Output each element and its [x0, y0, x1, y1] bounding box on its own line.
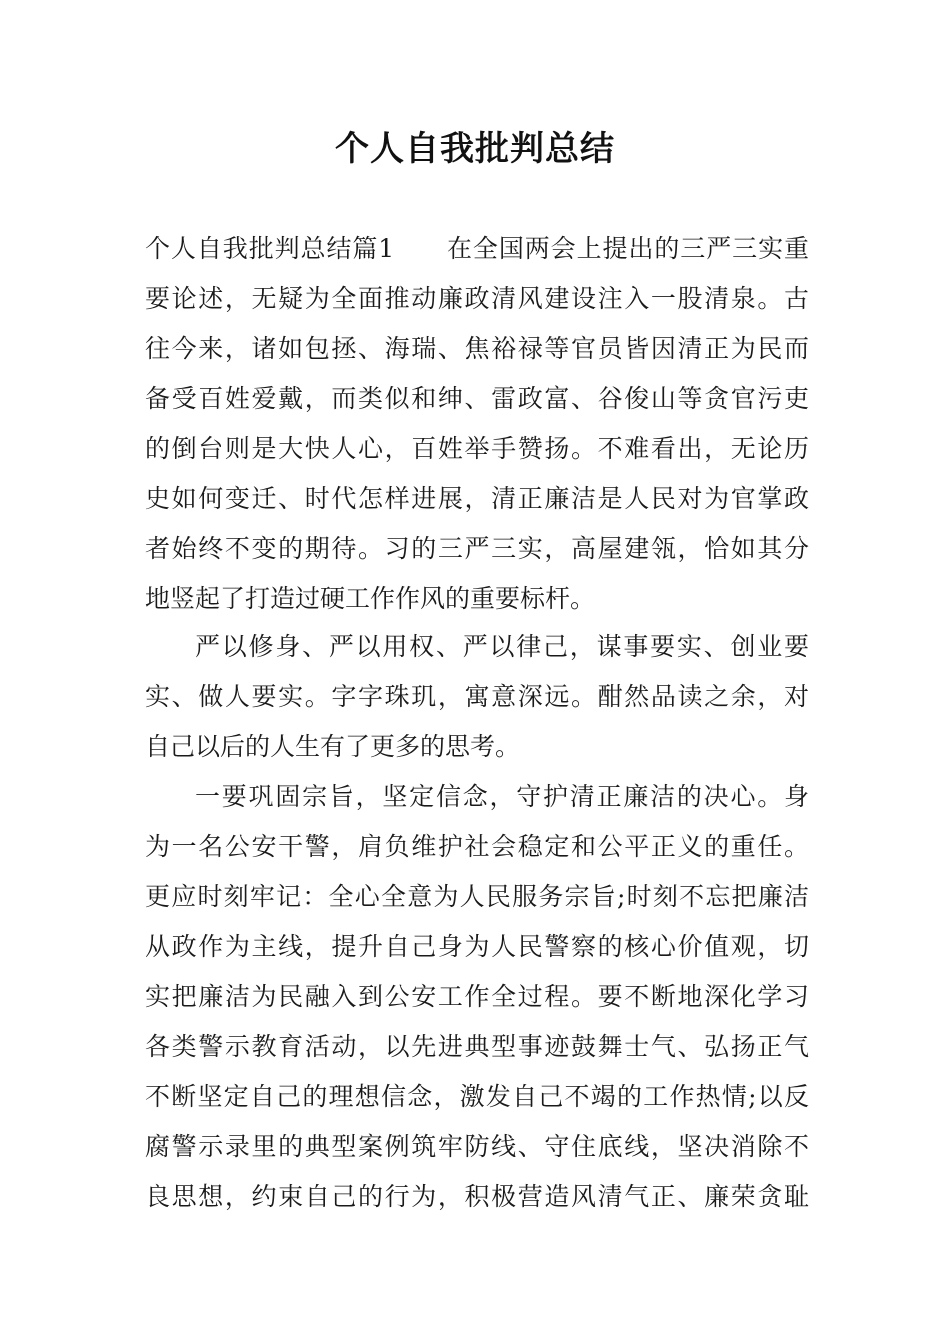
- body-line: 史如何变迁、时代怎样进展，清正廉洁是人民对为官掌政: [145, 484, 809, 513]
- body-line: 要论述，无疑为全面推动廉政清风建设注入一股清泉。古: [145, 284, 809, 313]
- body-line: 一要巩固宗旨，坚定信念，守护清正廉洁的决心。身: [195, 782, 809, 811]
- body-line: 实、做人要实。字字珠玑，寓意深远。酣然品读之余，对: [145, 682, 809, 711]
- body-line: 备受百姓爱戴，而类似和绅、雷政富、谷俊山等贪官污吏: [145, 384, 809, 413]
- body-line: 严以修身、严以用权、严以律己，谋事要实、创业要: [195, 632, 809, 661]
- body-line: 个人自我批判总结篇1 在全国两会上提出的三严三实重: [145, 234, 809, 263]
- body-line: 自己以后的人生有了更多的思考。: [145, 732, 521, 761]
- body-line: 各类警示教育活动，以先进典型事迹鼓舞士气、弘扬正气: [145, 1032, 809, 1061]
- body-line: 腐警示录里的典型案例筑牢防线、守住底线，坚决消除不: [145, 1132, 809, 1161]
- body-line: 往今来，诸如包拯、海瑞、焦裕禄等官员皆因清正为民而: [145, 334, 809, 363]
- body-line: 者始终不变的期待。习的三严三实，高屋建瓴，恰如其分: [145, 534, 809, 563]
- body-line: 不断坚定自己的理想信念，激发自己不竭的工作热情;以反: [145, 1082, 809, 1111]
- body-line: 的倒台则是大快人心，百姓举手赞扬。不难看出，无论历: [145, 434, 809, 463]
- document-title: 个人自我批判总结: [335, 129, 615, 169]
- body-line: 为一名公安干警，肩负维护社会稳定和公平正义的重任。: [145, 832, 809, 861]
- body-line: 更应时刻牢记：全心全意为人民服务宗旨;时刻不忘把廉洁: [145, 882, 809, 911]
- body-line: 从政作为主线，提升自己身为人民警察的核心价值观，切: [145, 932, 809, 961]
- body-line: 实把廉洁为民融入到公安工作全过程。要不断地深化学习: [145, 982, 809, 1011]
- body-line: 良思想，约束自己的行为，积极营造风清气正、廉荣贪耻: [145, 1182, 809, 1211]
- body-line: 地竖起了打造过硬工作作风的重要标杆。: [145, 584, 596, 613]
